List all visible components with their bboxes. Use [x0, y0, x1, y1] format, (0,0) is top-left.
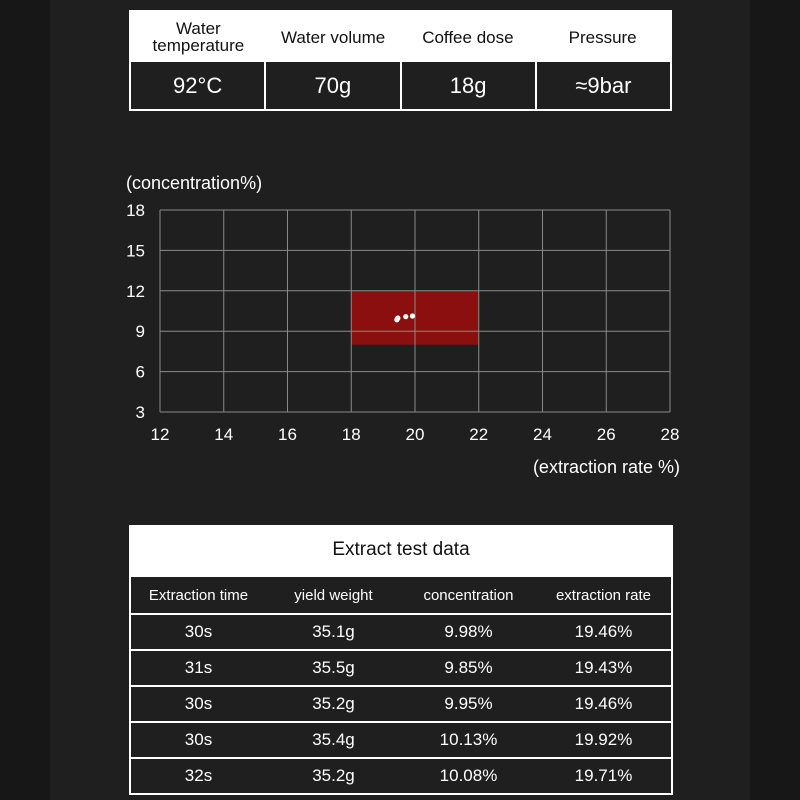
- data-point: [395, 316, 400, 321]
- table-row: [131, 649, 671, 685]
- parameters-header-row: [131, 12, 670, 62]
- x-tick-label: 22: [469, 425, 489, 444]
- x-tick-label: 20: [405, 425, 425, 444]
- cell-concentration: 10.08%: [439, 766, 498, 785]
- cell-time: 30s: [184, 694, 213, 713]
- cell-extraction-rate: 19.46%: [574, 694, 633, 713]
- y-tick-label: 12: [126, 281, 145, 301]
- value-water-volume: 70g: [264, 62, 399, 109]
- x-tick-label: 26: [596, 425, 616, 444]
- table-row: [131, 757, 671, 793]
- cell-yield: 35.5g: [312, 658, 355, 677]
- table-row: [131, 613, 671, 649]
- header-yield-weight: yield weight: [294, 586, 373, 604]
- plot-area: [126, 201, 679, 444]
- x-tick-label: 12: [150, 425, 170, 444]
- extract-test-table: [129, 525, 673, 795]
- test-table-header-row: [131, 577, 671, 613]
- cell-yield: 35.2g: [312, 694, 355, 713]
- y-tick-label: 9: [135, 322, 145, 342]
- data-point: [410, 313, 415, 318]
- x-tick-label: 24: [533, 425, 552, 444]
- cell-yield: 35.2g: [312, 766, 355, 785]
- x-axis-label: (extraction rate %): [532, 457, 680, 477]
- test-table-grid: [129, 575, 673, 795]
- cell-yield: 35.4g: [312, 730, 355, 749]
- y-tick-label: 6: [135, 362, 145, 382]
- y-tick-label: 15: [126, 241, 145, 261]
- brew-parameters-table: [129, 10, 672, 111]
- cell-time: 30s: [184, 730, 213, 749]
- x-tick-label: 16: [278, 425, 297, 444]
- cell-extraction-rate: 19.71%: [574, 766, 633, 785]
- cell-extraction-rate: 19.46%: [574, 622, 633, 641]
- header-water-volume: Water volume: [281, 27, 386, 47]
- cell-time: 30s: [184, 622, 213, 641]
- cell-time: 32s: [184, 766, 213, 785]
- header-concentration: concentration: [423, 586, 514, 604]
- parameters-value-row: [131, 62, 670, 109]
- x-tick-label: 14: [214, 425, 234, 444]
- cell-time: 31s: [184, 658, 213, 677]
- x-tick-label: 18: [341, 425, 361, 444]
- table-row: [131, 721, 671, 757]
- header-extraction-time: Extraction time: [148, 586, 249, 604]
- cell-concentration: 9.98%: [444, 622, 493, 641]
- test-table-title: Extract test data: [129, 525, 673, 575]
- cell-extraction-rate: 19.92%: [574, 730, 633, 749]
- y-tick-label: 18: [126, 201, 145, 220]
- value-coffee-dose: 18g: [400, 62, 535, 109]
- y-tick-label: 3: [135, 403, 145, 422]
- cell-concentration: 9.95%: [444, 694, 493, 713]
- cell-concentration: 10.13%: [439, 730, 498, 749]
- value-pressure: ≈9bar: [535, 62, 670, 109]
- header-extraction-rate: extraction rate: [555, 586, 652, 604]
- header-coffee-dose: Coffee dose: [422, 27, 514, 47]
- header-water-temperature: Water temperature: [152, 19, 245, 55]
- y-axis-label: (concentration%): [126, 173, 263, 193]
- extraction-scatter-chart: [0, 160, 800, 490]
- value-water-temperature: 92°C: [173, 72, 223, 98]
- header-pressure: Pressure: [568, 27, 637, 47]
- cell-yield: 35.1g: [312, 622, 355, 641]
- table-row: [131, 685, 671, 721]
- cell-extraction-rate: 19.43%: [574, 658, 633, 677]
- x-tick-label: 28: [660, 425, 680, 444]
- data-point: [403, 314, 408, 319]
- cell-concentration: 9.85%: [444, 658, 493, 677]
